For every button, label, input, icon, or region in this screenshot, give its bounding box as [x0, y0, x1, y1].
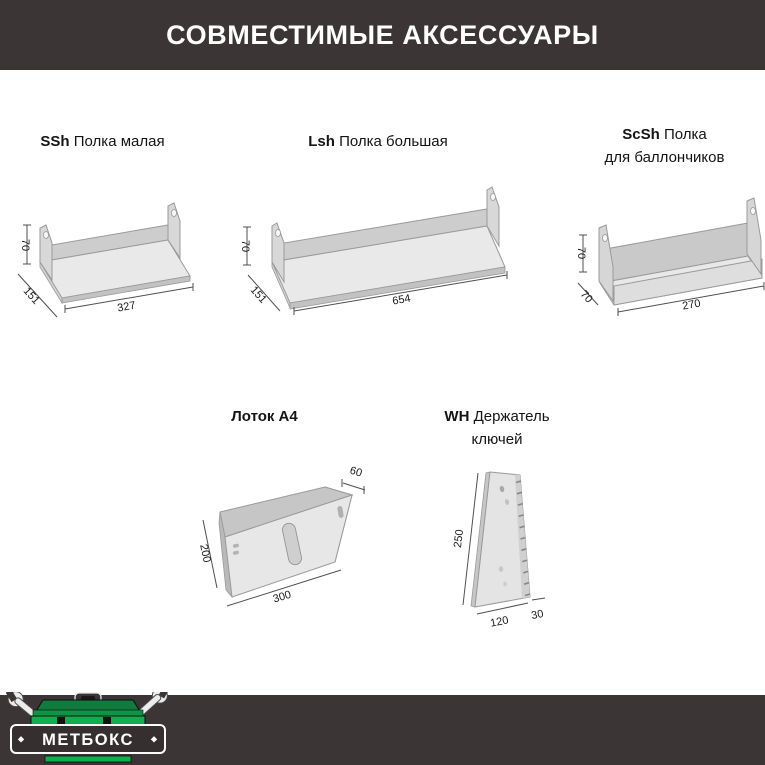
product-name-line2: ключей — [471, 430, 523, 448]
page-title: СОВМЕСТИМЫЕ АКСЕССУАРЫ — [166, 19, 599, 50]
dimension-label: 60 — [348, 464, 364, 480]
dimension-label: 151 — [20, 285, 42, 307]
dimension-label: 30 — [530, 607, 545, 623]
product-code: Лоток A4 — [231, 408, 298, 425]
mount-hole — [491, 194, 496, 201]
dimension-label: 120 — [489, 614, 510, 630]
product-name: Полка — [663, 126, 707, 143]
label-scsh — [592, 124, 737, 169]
product-code: SSh — [40, 133, 70, 150]
dimension-label: 151 — [247, 284, 269, 306]
product-code: Lsh — [308, 133, 335, 150]
mount-hole — [503, 582, 507, 586]
dimension-label: 70 — [239, 239, 251, 253]
dimension-label: 300 — [271, 588, 293, 606]
dimension-label: 270 — [681, 297, 702, 313]
dimension-label: 200 — [197, 543, 213, 564]
mount-hole — [751, 208, 756, 215]
mount-hole — [44, 232, 49, 239]
brand-logo — [5, 692, 170, 765]
brand-name: МЕТБОКС — [42, 731, 134, 749]
dimension-label: 70 — [575, 246, 587, 260]
toolbox-icon — [31, 693, 145, 727]
mount-hole — [276, 230, 281, 237]
label-lsh — [288, 131, 468, 154]
green-bar — [45, 756, 131, 762]
wh-key-holder-drawing — [435, 448, 565, 633]
label-a4 — [182, 406, 347, 429]
mount-hole — [172, 210, 177, 217]
ssh-shelf-drawing — [15, 188, 215, 328]
product-name: Держатель — [473, 408, 550, 425]
brand-plaque — [11, 725, 165, 753]
product-code: ScSh — [622, 126, 660, 143]
lsh-shelf-drawing — [222, 185, 542, 330]
product-code: WH — [444, 408, 470, 425]
product-name: Полка большая — [339, 133, 448, 150]
dimension-label: 654 — [391, 292, 412, 308]
mount-hole — [499, 566, 503, 572]
dimension-label: 70 — [577, 288, 595, 306]
header-bar — [0, 0, 765, 70]
scsh-shelf-drawing — [552, 193, 765, 328]
dimension-label: 250 — [451, 528, 467, 549]
product-name-line2: для баллончиков — [604, 148, 725, 166]
dimension-label: 70 — [19, 238, 31, 252]
label-ssh — [20, 131, 185, 154]
dimension-label: 327 — [116, 299, 137, 315]
mount-hole — [603, 235, 608, 242]
product-name: Полка малая — [73, 133, 165, 150]
a4-tray-drawing — [175, 448, 400, 623]
label-wh — [427, 406, 567, 451]
